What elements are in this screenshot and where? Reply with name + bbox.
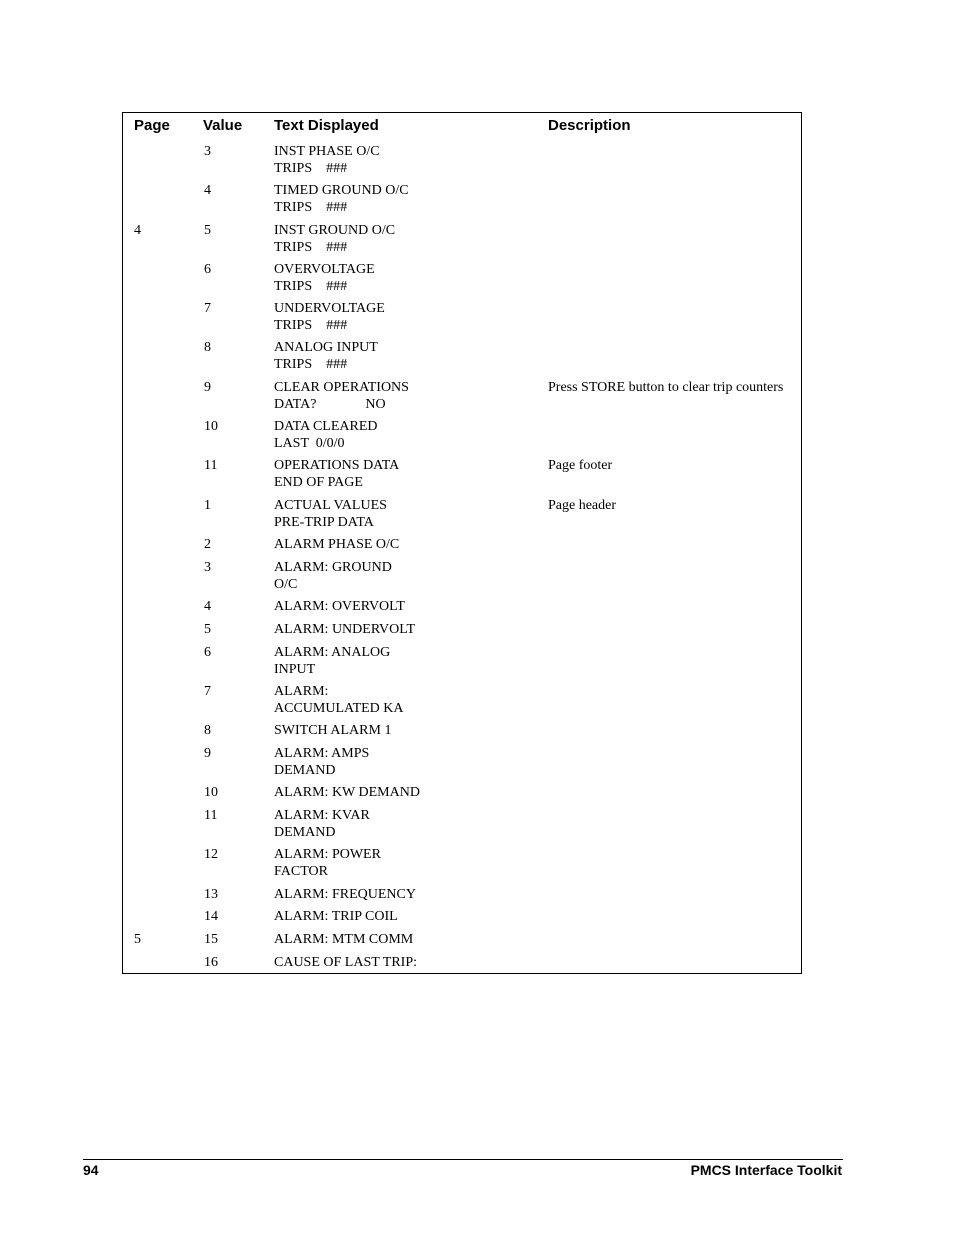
row-text: ALARM PHASE O/C	[274, 537, 400, 552]
row-value: 4	[204, 183, 211, 198]
row-value: 11	[204, 808, 218, 823]
page-number: 94	[83, 1162, 99, 1178]
row-text: ALARM: KVAR DEMAND	[274, 808, 370, 840]
document-title: PMCS Interface Toolkit	[690, 1162, 842, 1178]
row-value: 6	[204, 262, 211, 277]
row-value: 10	[204, 785, 218, 800]
row-value: 4	[204, 599, 211, 614]
row-value: 10	[204, 419, 218, 434]
row-value: 8	[204, 723, 211, 738]
row-text: TIMED GROUND O/C TRIPS ###	[274, 183, 409, 215]
row-text: SWITCH ALARM 1	[274, 723, 392, 738]
row-text: INST PHASE O/C TRIPS ###	[274, 144, 380, 176]
row-text: ACTUAL VALUES PRE-TRIP DATA	[274, 498, 387, 530]
row-value: 5	[204, 223, 211, 238]
row-value: 8	[204, 340, 211, 355]
row-value: 16	[204, 955, 218, 970]
row-value: 11	[204, 458, 218, 473]
row-text: ALARM: AMPS DEMAND	[274, 746, 370, 778]
row-text: ALARM: TRIP COIL	[274, 909, 398, 924]
row-text: OVERVOLTAGE TRIPS ###	[274, 262, 375, 294]
row-value: 2	[204, 537, 211, 552]
row-value: 7	[204, 301, 211, 316]
row-text: INST GROUND O/C TRIPS ###	[274, 223, 396, 255]
row-description: Page footer	[548, 458, 613, 473]
header-description: Description	[548, 117, 631, 134]
row-value: 12	[204, 847, 218, 862]
row-value: 15	[204, 932, 218, 947]
row-value: 9	[204, 746, 211, 761]
footer-divider	[83, 1159, 843, 1160]
row-text: ALARM: POWER FACTOR	[274, 847, 381, 879]
row-page: 4	[134, 223, 141, 238]
row-value: 14	[204, 909, 218, 924]
row-text: UNDERVOLTAGE TRIPS ###	[274, 301, 385, 333]
row-description: Press STORE button to clear trip counters	[548, 380, 784, 395]
row-text: ALARM: GROUND O/C	[274, 560, 392, 592]
row-value: 3	[204, 144, 211, 159]
row-text: ANALOG INPUT TRIPS ###	[274, 340, 378, 372]
row-text: ALARM: FREQUENCY	[274, 887, 416, 902]
row-text: ALARM: UNDERVOLT	[274, 622, 416, 637]
row-text: CAUSE OF LAST TRIP:	[274, 955, 418, 970]
row-value: 13	[204, 887, 218, 902]
row-text: OPERATIONS DATA END OF PAGE	[274, 458, 400, 490]
row-text: ALARM: ACCUMULATED KA	[274, 684, 404, 716]
row-description: Page header	[548, 498, 617, 513]
header-value: Value	[203, 117, 243, 134]
settings-table	[122, 112, 802, 974]
row-value: 1	[204, 498, 211, 513]
row-value: 6	[204, 645, 211, 660]
row-value: 3	[204, 560, 211, 575]
row-text: ALARM: KW DEMAND	[274, 785, 420, 800]
header-page: Page	[134, 117, 170, 134]
row-text: ALARM: ANALOG INPUT	[274, 645, 391, 677]
row-value: 9	[204, 380, 211, 395]
header-text-displayed: Text Displayed	[274, 117, 379, 134]
row-text: ALARM: OVERVOLT	[274, 599, 405, 614]
row-value: 5	[204, 622, 211, 637]
row-text: ALARM: MTM COMM	[274, 932, 414, 947]
row-value: 7	[204, 684, 211, 699]
row-text: CLEAR OPERATIONS DATA? NO	[274, 380, 409, 412]
row-text: DATA CLEARED LAST 0/0/0	[274, 419, 378, 451]
row-page: 5	[134, 932, 141, 947]
